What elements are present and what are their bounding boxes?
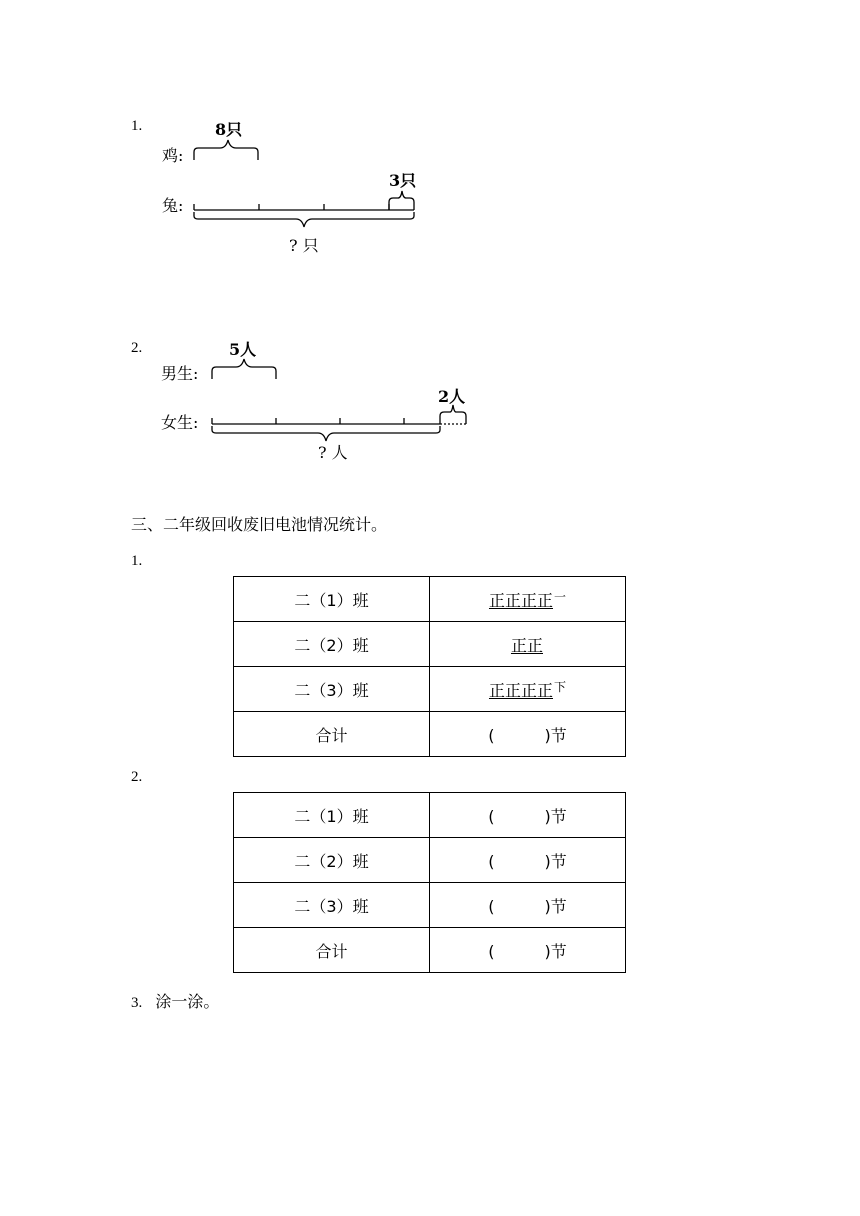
- girls-bar: [0, 0, 860, 500]
- rabbit-question: ? 只: [289, 236, 319, 255]
- girls-label: 女生:: [161, 413, 199, 432]
- tally-cell: [430, 667, 626, 712]
- close-paren-unit: )节: [544, 941, 567, 961]
- question-3: [131, 989, 219, 1012]
- close-paren-unit: )节: [544, 725, 567, 745]
- tally-cell: [430, 577, 626, 622]
- tally-marks: 正正正正: [488, 590, 553, 610]
- close-paren-unit: )节: [544, 896, 567, 916]
- rabbit-extra-label: 3只: [389, 171, 417, 190]
- answer-blank-cell[interactable]: [430, 928, 626, 973]
- class-cell: 二（1）班: [234, 577, 430, 622]
- table-row: [234, 928, 626, 973]
- chicken-count-label: 8只: [215, 120, 243, 139]
- tally-marks: 正正: [510, 635, 543, 655]
- problem-2-number: 2.: [131, 340, 143, 356]
- table-row: [234, 838, 626, 883]
- total-label-cell: 合计: [234, 712, 430, 757]
- tally-tail: 下: [554, 679, 567, 694]
- section-3-heading: 三、二年级回收废旧电池情况统计。: [131, 515, 388, 534]
- table-row: [234, 793, 626, 838]
- class-cell: 二（3）班: [234, 667, 430, 712]
- chicken-label: 鸡:: [162, 146, 184, 165]
- table-row: [234, 883, 626, 928]
- tally-marks: 正正正正: [488, 680, 553, 700]
- question-3-text: 涂一涂。: [155, 992, 220, 1011]
- answer-blank-cell[interactable]: [430, 883, 626, 928]
- close-paren-unit: )节: [544, 806, 567, 826]
- open-paren: (: [488, 941, 495, 961]
- class-cell: 二（2）班: [234, 622, 430, 667]
- table-row: [234, 622, 626, 667]
- close-paren-unit: )节: [544, 851, 567, 871]
- class-cell: 二（2）班: [234, 838, 430, 883]
- boys-count-label: 5人: [229, 340, 257, 359]
- rabbit-label: 兔:: [162, 196, 184, 215]
- question-3-number: 3.: [131, 995, 143, 1011]
- table-2-number: 2.: [131, 769, 143, 785]
- tally-table: [233, 576, 626, 757]
- problem-1-number: 1.: [131, 118, 143, 134]
- total-label-cell: 合计: [234, 928, 430, 973]
- open-paren: (: [488, 725, 495, 745]
- girls-question: ? 人: [318, 443, 348, 462]
- tally-cell: [430, 622, 626, 667]
- class-cell: 二（3）班: [234, 883, 430, 928]
- answer-blank-cell[interactable]: [430, 793, 626, 838]
- answer-blank-cell[interactable]: [430, 712, 626, 757]
- table-row: [234, 667, 626, 712]
- open-paren: (: [488, 896, 495, 916]
- answer-blank-cell[interactable]: [430, 838, 626, 883]
- table-1-number: 1.: [131, 553, 143, 569]
- open-paren: (: [488, 806, 495, 826]
- boys-label: 男生:: [161, 364, 199, 383]
- tally-tail: 一: [554, 589, 567, 604]
- class-cell: 二（1）班: [234, 793, 430, 838]
- girls-extra-label: 2人: [438, 387, 466, 406]
- table-row: [234, 577, 626, 622]
- open-paren: (: [488, 851, 495, 871]
- count-table: [233, 792, 626, 973]
- table-row: [234, 712, 626, 757]
